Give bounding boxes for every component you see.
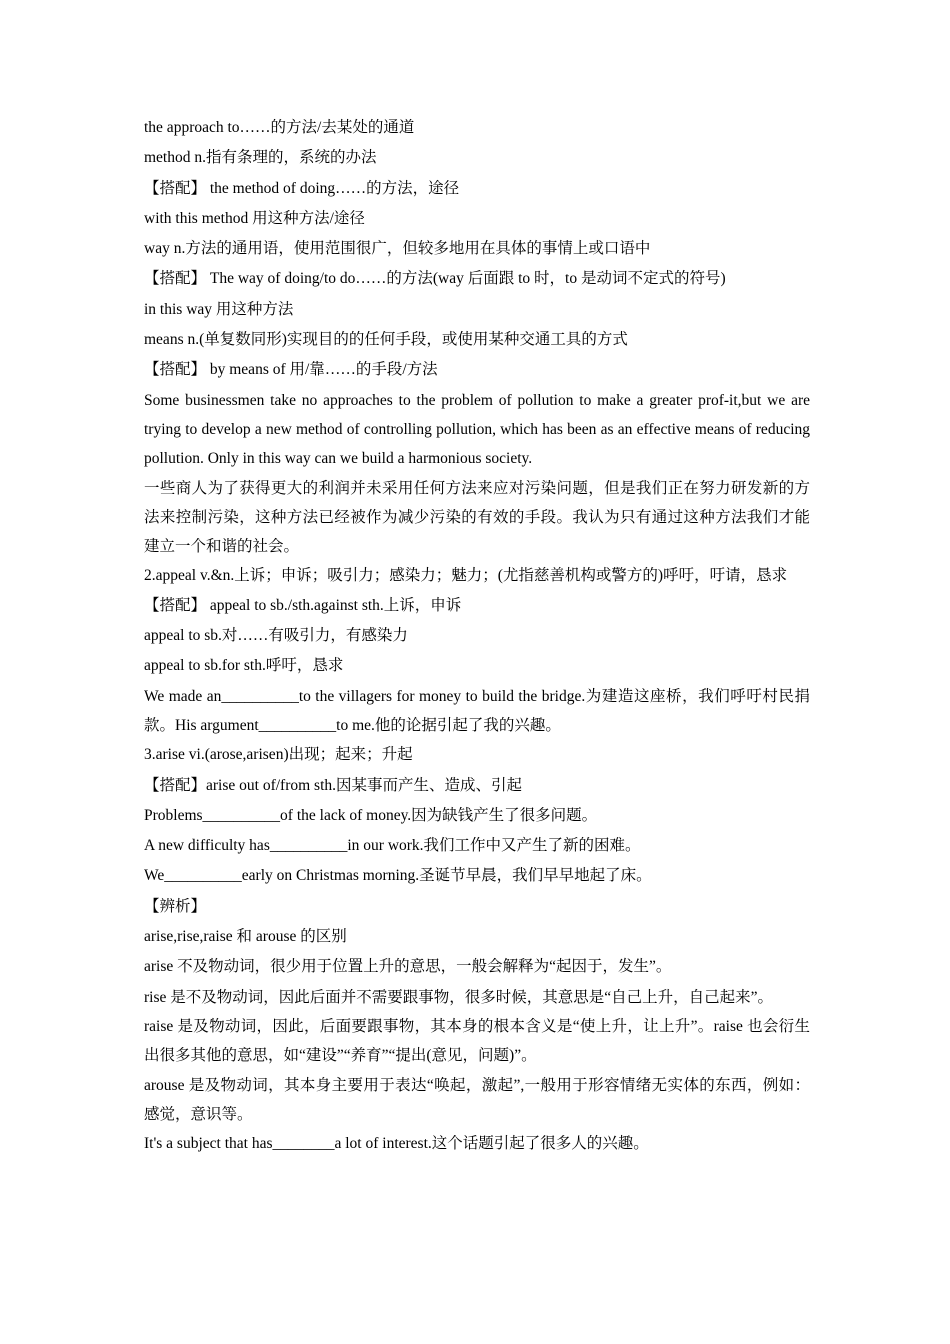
distinction-heading: 【辨析】 bbox=[144, 897, 207, 915]
text-line-method-collocation: 【搭配】 the method of doing……的方法，途径 bbox=[144, 179, 460, 197]
arise-exercise-2: A new difficulty has__________in our work.我们工作中又产生了新的困难。 bbox=[144, 837, 641, 855]
example-chinese: 一些商人为了获得更大的利润并未采用任何方法来应对污染问题，但是我们正在努力研发新的方法来控制污染，这种方法已经被作为减少污染的有效的手段。我认为只有通过这种方法我们才能建立一个和谐的社会。 bbox=[144, 479, 810, 556]
text-line-means-collocation: 【搭配】 by means of 用/靠……的手段/方法 bbox=[144, 361, 438, 379]
distinction-title: arise,rise,raise 和 arouse 的区别 bbox=[144, 928, 347, 946]
text-line-in-this-way: in this way 用这种方法 bbox=[144, 300, 294, 318]
arise-definition: 3.arise vi.(arose,arisen)出现；起来；升起 bbox=[144, 746, 413, 764]
text-line-means-def: means n.(单复数同形)实现目的的任何手段，或使用某种交通工具的方式 bbox=[144, 331, 628, 349]
final-exercise: It's a subject that has________a lot of interest.这个话题引起了很多人的兴趣。 bbox=[144, 1135, 649, 1153]
text-line-way-def: way n.方法的通用语，使用范围很广，但较多地用在具体的事情上或口语中 bbox=[144, 240, 651, 258]
arise-collocation: 【搭配】arise out of/from sth.因某事而产生、造成、引起 bbox=[144, 776, 523, 794]
arise-exercise-3: We__________early on Christmas morning.圣诞节早晨，我们早早地起了床。 bbox=[144, 867, 652, 885]
text-line-approach: the approach to……的方法/去某处的通道 bbox=[144, 119, 415, 136]
rise-note: rise 是不及物动词，因此后面并不需要跟事物，很多时候，其意思是“自己上升，自己起来”。 bbox=[144, 988, 774, 1006]
appeal-collocation-3: appeal to sb.for sth.呼吁，恳求 bbox=[144, 657, 344, 675]
text-line-method-def: method n.指有条理的，系统的办法 bbox=[144, 149, 377, 167]
appeal-definition: 2.appeal v.&n.上诉；申诉；吸引力；感染力；魅力；(尤指慈善机构或警方的)呼吁，吁请，恳求 bbox=[144, 567, 788, 585]
text-line-with-this-method: with this method 用这种方法/途径 bbox=[144, 209, 365, 227]
example-english: Some businessmen take no approaches to the problem of pollution to make a greater prof-it,but we are trying to develop a new method of controlling pollution, which has been as an effective means of reducing pollution. Only in this way can we build a harmonious society. bbox=[144, 391, 810, 468]
document-page bbox=[144, 113, 810, 1159]
text-line-way-collocation: 【搭配】 The way of doing/to do……的方法(way 后面跟 to 时，to 是动词不定式的符号) bbox=[144, 270, 726, 288]
appeal-exercise: We made an__________to the villagers for money to build the bridge.为建造这座桥，我们呼吁村民捐款。His argument__________to me.他的论据引起了我的兴趣。 bbox=[144, 687, 810, 734]
raise-note: raise 是及物动词，因此，后面要跟事物，其本身的根本含义是“使上升，让上升”。raise 也会衍生出很多其他的意思，如“建设”“养育”“提出(意见，问题)”。 bbox=[144, 1017, 810, 1065]
arouse-note: arouse 是及物动词，其本身主要用于表达“唤起，激起”,一般用于形容情绪无实体的东西，例如：感觉，意识等。 bbox=[144, 1076, 810, 1123]
appeal-collocation-2: appeal to sb.对……有吸引力，有感染力 bbox=[144, 627, 408, 645]
arise-exercise-1: Problems__________of the lack of money.因为缺钱产生了很多问题。 bbox=[144, 806, 598, 824]
arise-note: arise 不及物动词，很少用于位置上升的意思，一般会解释为“起因于，发生”。 bbox=[144, 958, 672, 976]
appeal-collocation-1: 【搭配】 appeal to sb./sth.against sth.上诉，申诉 bbox=[144, 596, 462, 614]
